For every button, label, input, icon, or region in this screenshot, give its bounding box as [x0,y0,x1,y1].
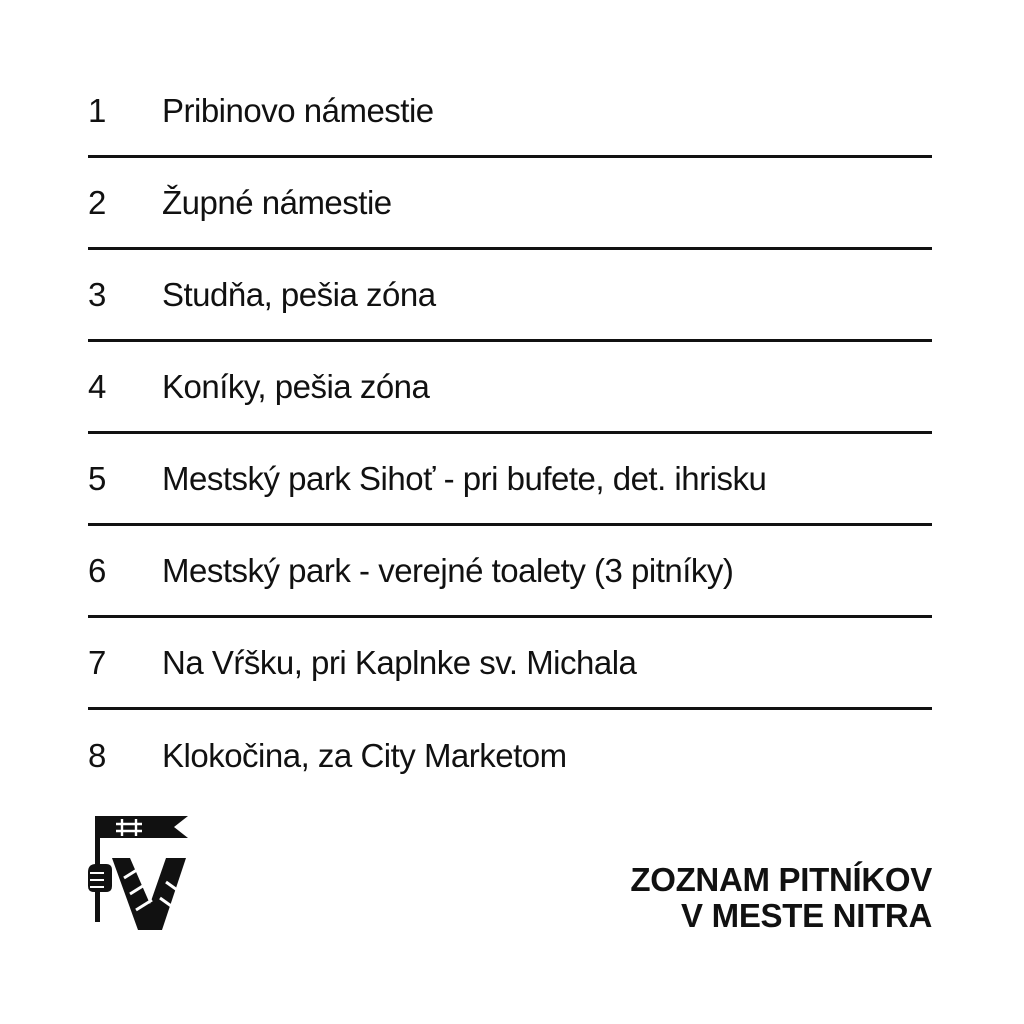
item-label: Mestský park Sihoť - pri bufete, det. ihrisku [162,459,767,497]
list-item [88,434,932,526]
item-label: Studňa, pešia zóna [162,275,436,313]
item-label: Župné námestie [162,183,392,221]
item-label: Koníky, pešia zóna [162,367,430,405]
item-number: 7 [88,643,106,681]
list-item [88,342,932,434]
item-number: 4 [88,367,106,405]
nitra-coat-of-arms-icon [82,812,192,936]
item-number: 5 [88,459,106,497]
item-number: 8 [88,737,106,774]
item-label: Pribinovo námestie [162,91,434,129]
title-line-1: ZOZNAM PITNÍKOV [630,861,932,898]
list-item [88,158,932,250]
list-item [88,66,932,158]
item-label: Klokočina, za City Marketom [162,737,567,774]
fountain-list [88,66,932,802]
item-label: Na Vŕšku, pri Kaplnke sv. Michala [162,643,637,681]
list-item [88,526,932,618]
item-number: 3 [88,275,106,313]
list-item [88,710,932,802]
item-number: 6 [88,551,106,589]
page-title [630,862,932,934]
item-number: 2 [88,183,106,221]
item-label: Mestský park - verejné toalety (3 pitníky) [162,551,734,589]
title-line-2: V MESTE NITRA [681,897,932,934]
list-item [88,250,932,342]
item-number: 1 [88,91,106,129]
list-item [88,618,932,710]
